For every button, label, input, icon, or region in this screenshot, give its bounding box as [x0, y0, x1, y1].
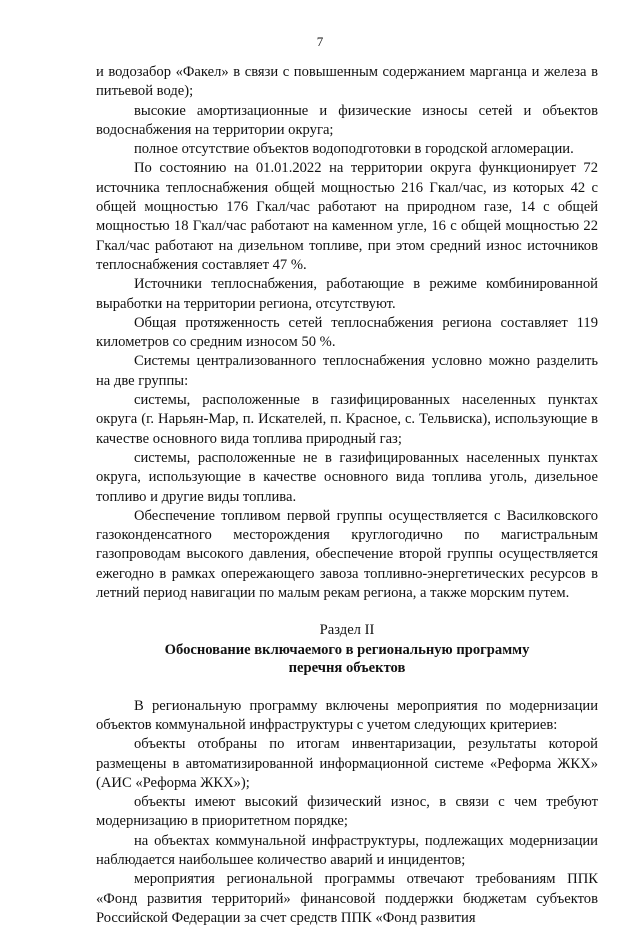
paragraph: Системы централизованного теплоснабжения условно можно разделить на две группы:: [96, 353, 598, 389]
paragraph: и водозабор «Факел» в связи с повышенным содержанием марганца и железа в питьевой воде);: [96, 64, 598, 100]
paragraph: В региональную программу включены мероприятия по модернизации объектов коммунальной инфраструктуры с учетом следующих критериев:: [96, 697, 598, 733]
paragraph: высокие амортизационные и физические износы сетей и объектов водоснабжения на территории округа;: [96, 102, 598, 138]
paragraph: Обеспечение топливом первой группы осуществляется с Василковского газоконденсатного месторождения круглогодично по магистральным газопроводам высокого давления, обеспечение второй группы осуществляется ежегодно в рамках опережающего завоза топливно-энергетических ресурсов в летний период навигации по малым рекам региона, а также морским путем.: [96, 507, 598, 602]
paragraph: Общая протяженность сетей теплоснабжения региона составляет 119 километров со средним износом 50 %.: [96, 314, 598, 351]
paragraph: полное отсутствие объектов водоподготовки в городской агломерации.: [134, 141, 574, 158]
paragraph: объекты имеют высокий физический износ, в связи с чем требуют модернизацию в приоритетном порядке;: [96, 794, 598, 830]
section-heading-line-1: Обоснование включаемого в региональную программу: [164, 641, 530, 658]
page-body: [96, 63, 598, 928]
section-label: Раздел II: [319, 622, 375, 639]
paragraph: объекты отобраны по итогам инвентаризации, результаты которой размещены в автоматизированной информационной системе «Реформа ЖКХ» (АИС «Реформа ЖКХ»);: [96, 736, 598, 791]
paragraph: системы, расположенные не в газифицированных населенных пунктах округа, использующие в качестве основного вида топлива уголь, дизельное топливо и другие виды топлива.: [96, 449, 598, 505]
paragraph: мероприятия региональной программы отвечают требованиям ППК «Фонд развития территорий» финансовой поддержки бюджетам субъектов Российской Федерации за счет средств ППК «Фонд развития: [96, 871, 598, 926]
section-heading-line-2: перечня объектов: [288, 659, 406, 676]
paragraphs-part-2: [96, 697, 598, 928]
paragraph: на объектах коммунальной инфраструктуры, подлежащих модернизации наблюдается наибольшее количество аварий и инцидентов;: [96, 832, 598, 868]
page-number: 7: [316, 34, 324, 49]
paragraph: По состоянию на 01.01.2022 на территории округа функционирует 72 источника теплоснабжения общей мощностью 216 Гкал/час, из которых 42 с общей мощностью 176 Гкал/час работают на природном газе, 14 с общей мощностью 18 Гкал/час работают на каменном угле, 16 с общей мощностью 22 Гкал/час работают на дизельном топливе, при этом средний износ источников теплоснабжения составляет 47 %.: [96, 160, 598, 273]
paragraphs-part-1: [96, 63, 598, 603]
paragraph: системы, расположенные в газифицированных населенных пунктах округа (г. Нарьян-Мар, п. Искателей, п. Красное, с. Тельвиска), использующие в качестве основного вида топлива природный газ;: [96, 392, 598, 447]
paragraph: Источники теплоснабжения, работающие в режиме комбинированной выработки на территории региона, отсутствуют.: [96, 276, 598, 312]
